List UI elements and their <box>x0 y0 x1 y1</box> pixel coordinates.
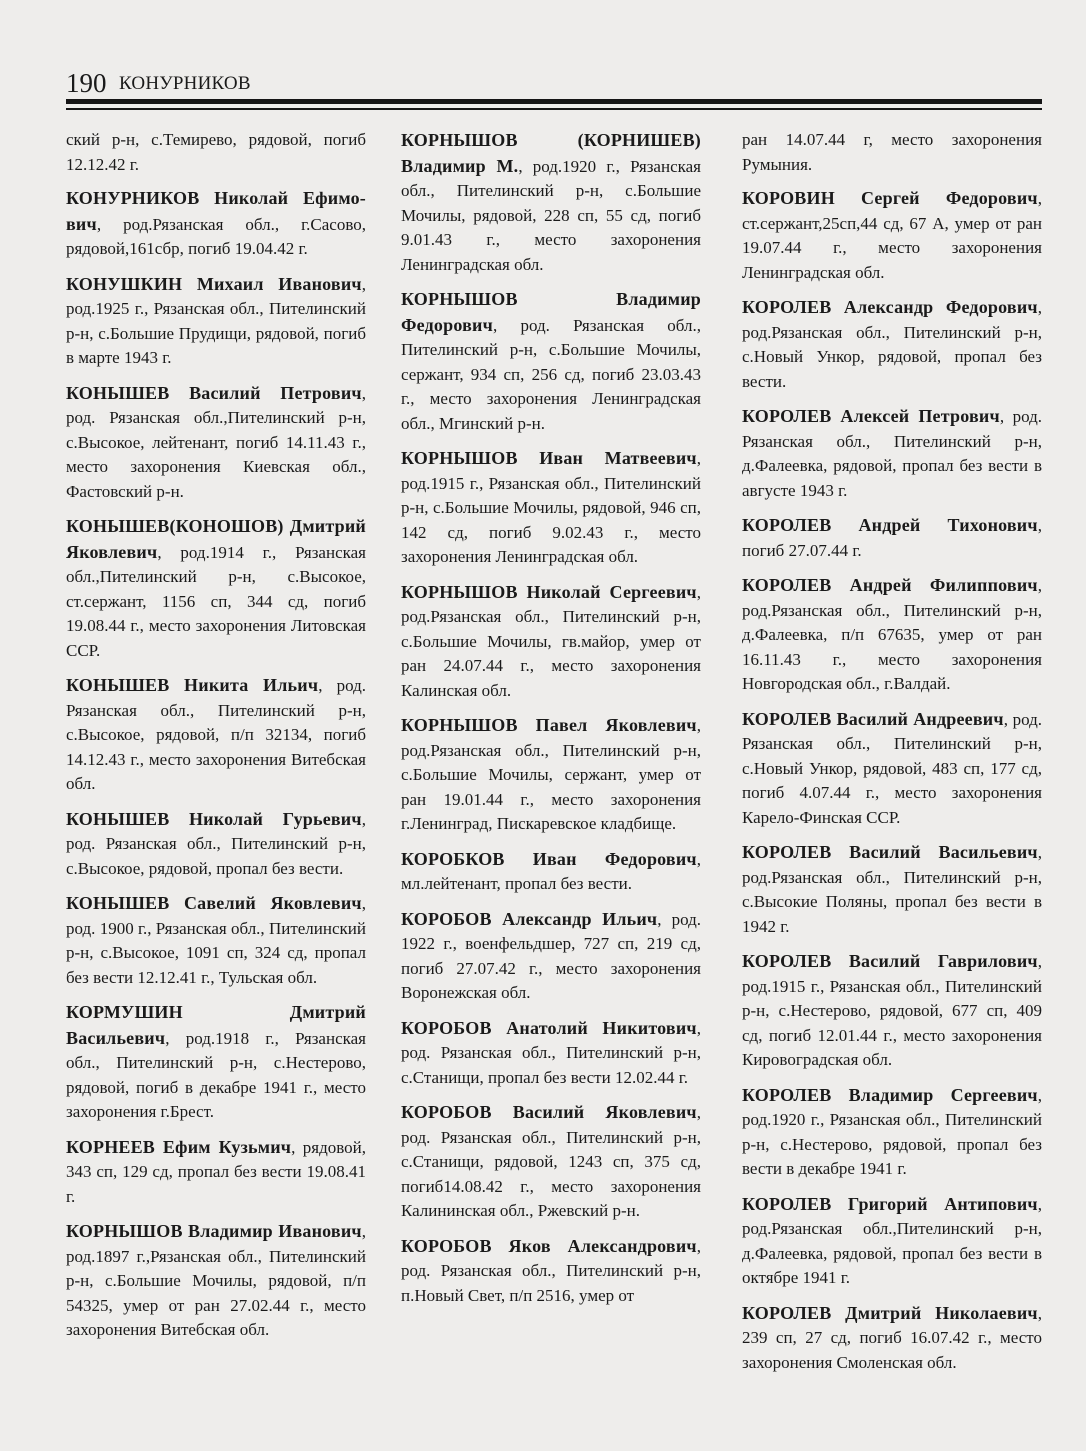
entry-name: КОРОБОВ Анатолий Никитович <box>401 1017 697 1038</box>
list-entry <box>401 847 701 897</box>
entry-text: , род. Рязанская обл., Пителинский р-н, с.Станищи, рядовой, 1243 сп, 375 сд, погиб14.08.42 г., место захоронения Калининская обл., Ржевский р-н. <box>401 1103 701 1220</box>
entry-name: КОРНЫШОВ Иван Матвеевич <box>401 448 697 468</box>
list-entry <box>742 1192 1042 1291</box>
entry-text: , род. Рязанская обл.,Пителинский р-н, с.Высокое, лейтенант, погиб 14.11.43 г., место захоронения Киевская обл., Фастовский р-н. <box>66 383 366 501</box>
entry-name: КОРОЛЕВ Василий Васильевич <box>742 842 1038 862</box>
entry-name: КОРОЛЕВ Василий Андреевич <box>742 708 1004 729</box>
list-entry <box>66 1135 366 1210</box>
entry-text: , род. Рязанская обл., Пителинский р-н, с.Высокое, рядовой, п/п 32134, погиб 14.12.43 г., место захоронения Витебская обл. <box>66 676 366 793</box>
list-entry <box>66 807 366 882</box>
list-entry <box>401 1016 701 1091</box>
column-3 <box>742 128 1042 1385</box>
entry-name: КОРНЫШОВ Владимир Иванович <box>66 1221 362 1241</box>
list-entry <box>401 907 701 1006</box>
entry-name: КОНЫШЕВ Николай Гурьевич <box>66 808 362 829</box>
entry-text: , род.Рязанская обл., г.Сасово, рядовой,161сбр, погиб 19.04.42 г. <box>66 214 366 258</box>
entry-name: КОНЫШЕВ Василий Петрович <box>66 382 362 403</box>
entry-text: ский р-н, с.Темирево, рядовой, погиб 12.12.42 г. <box>66 130 366 174</box>
list-entry <box>742 1083 1042 1182</box>
entry-text: , ст.сержант,25сп,44 сд, 67 А, умер от ран 19.07.44 г., место захоронения Ленинградская обл. <box>742 189 1042 282</box>
list-entry <box>742 186 1042 285</box>
list-entry <box>66 381 366 505</box>
list-entry <box>401 287 701 436</box>
entry-text: , род.Рязанская обл., Пителинский р-н, с.Большие Мочилы, сержант, умер от ран 19.01.44 г., место захоронения г.Ленинград, Пискаревское кладбище. <box>401 716 701 833</box>
entry-name: КОРОЛЕВ Григорий Антипович <box>742 1193 1038 1214</box>
running-head: КОНУРНИКОВ <box>119 73 251 94</box>
entry-text: , род.Рязанская обл.,Пителинский р-н, д.Фалеевка, рядовой, пропал без вести в октябре 1941 г. <box>742 1194 1042 1287</box>
column-1 <box>66 128 366 1353</box>
entry-text: , род. Рязанская обл., Пителинский р-н, с.Станищи, пропал без вести 12.02.44 г. <box>401 1018 701 1087</box>
list-entry <box>401 1234 701 1309</box>
entry-text: , род.1915 г., Рязанская обл., Пителинский р-н, с.Нестерово, рядовой, 677 сп, 409 сд, погиб 12.01.44 г., место захоронения Кировоградская обл. <box>742 952 1042 1069</box>
entry-name: КОРОЛЕВ Василий Гаврилович <box>742 951 1038 971</box>
entry-text: , род. Рязанская обл., Пителинский р-н, д.Фалеевка, рядовой, пропал без вести в августе 1943 г. <box>742 407 1042 500</box>
entry-text: ран 14.07.44 г, место захоронения Румыния. <box>742 130 1042 174</box>
list-entry <box>401 580 701 704</box>
entry-text: , род.1897 г.,Рязанская обл., Пителинский р-н, с.Большие Мочилы, рядовой, п/п 54325, умер от ран 27.02.44 г., место захоронения Витебская обл. <box>66 1222 366 1339</box>
list-entry <box>66 186 366 262</box>
list-entry <box>742 707 1042 831</box>
list-entry <box>742 949 1042 1073</box>
list-entry <box>66 1219 366 1343</box>
header-rule-thick <box>66 99 1042 104</box>
column-2 <box>401 128 701 1318</box>
entry-text: , род.1914 г., Рязанская обл.,Пителинский р-н, с.Высокое, ст.сержант, 1156 сп, 344 сд, погиб 19.08.44 г., место захоронения Литовская ССР. <box>66 542 366 660</box>
entry-text: , род.1920 г., Рязанская обл., Пителинский р-н, с.Нестерово, рядовой, пропал без вести в декабре 1941 г. <box>742 1085 1042 1178</box>
list-entry <box>401 446 701 570</box>
list-entry <box>742 513 1042 563</box>
entry-text: , род. 1922 г., военфельдшер, 727 сп, 219 сд, погиб 27.07.42 г., место захоронения Воронежская обл. <box>401 909 701 1002</box>
entry-name: КОРМУШИН Дмитрий Васильевич <box>66 1002 366 1048</box>
entry-text: , погиб 27.07.44 г. <box>742 516 1042 560</box>
entry-name: КОНУШКИН Михаил Иванович <box>66 273 362 294</box>
list-entry <box>742 295 1042 394</box>
entry-text: , род.1920 г., Рязанская обл., Пителинский р-н, с.Большие Мочилы, рядовой, 228 сп, 55 сд, погиб 9.01.43 г., место захоронения Ленинградская обл. <box>401 156 701 274</box>
entry-name: КОРНЫШОВ Владимир Федорович <box>401 289 701 335</box>
entry-name: КОНЫШЕВ Савелий Яковлевич <box>66 893 362 913</box>
entry-name: КОРОБКОВ Иван Федорович <box>401 848 697 869</box>
list-entry <box>742 1301 1042 1376</box>
entry-text: , рядовой, 343 сп, 129 сд, пропал без вести 19.08.41 г. <box>66 1137 366 1206</box>
entry-name: КОНУРНИКОВ Николай Ефимо-вич <box>66 188 366 234</box>
entry-text: , род. Рязанская обл., Пителинский р-н, с.Высокое, рядовой, пропал без вести. <box>66 809 366 878</box>
entry-name: КОНЫШЕВ(КОНОШОВ) Дмитрий Яковлевич <box>66 516 366 562</box>
entry-text: , род.Рязанская обл., Пителинский р-н, с.Новый Ункор, рядовой, пропал без вести. <box>742 298 1042 391</box>
entry-text: , род.Рязанская обл., Пителинский р-н, д.Фалеевка, п/п 67635, умер от ран 16.11.43 г., место захоронения Новгородская обл., г.Валдай. <box>742 576 1042 693</box>
entry-name: КОНЫШЕВ Никита Ильич <box>66 675 319 695</box>
entry-text: , род.Рязанская обл., Пителинский р-н, с.Высокие Поляны, пропал без вести в 1942 г. <box>742 843 1042 936</box>
entry-text: , род.1918 г., Рязанская обл., Пителинский р-н, с.Нестерово, рядовой, погиб в декабре 1941 г., место захоронения г.Брест. <box>66 1028 366 1121</box>
entry-name: КОРНЫШОВ (КОРНИШЕВ) Владимир М. <box>401 130 701 176</box>
entry-text: , мл.лейтенант, пропал без вести. <box>401 849 701 893</box>
list-entry <box>66 272 366 371</box>
list-entry <box>401 713 701 837</box>
entry-text: , род. Рязанская обл., Пителинский р-н, с.Большие Мочилы, сержант, 934 сп, 256 сд, погиб 23.03.43 г., место захоронения Ленинградская обл., Мгинский р-н. <box>401 315 701 433</box>
entry-text: , род.Рязанская обл., Пителинский р-н, с.Большие Мочилы, гв.майор, умер от ран 24.07.44 г., место захоронения Калинская обл. <box>401 582 701 700</box>
entry-name: КОРОВИН Сергей Федорович <box>742 188 1038 208</box>
page-header <box>66 68 1042 100</box>
entry-name: КОРОЛЕВ Владимир Сергеевич <box>742 1084 1038 1105</box>
list-entry <box>742 404 1042 503</box>
header-rule-thin <box>66 108 1042 110</box>
list-entry-continuation <box>66 128 366 177</box>
entry-name: КОРОБОВ Яков Александрович <box>401 1235 697 1256</box>
entry-text: , род. Рязанская обл., Пителинский р-н, с.Новый Ункор, рядовой, 483 сп, 177 сд, погиб 4.07.44 г., место захоронения Карело-Финская ССР. <box>742 709 1042 827</box>
entry-text: , род. Рязанская обл., Пителинский р-н, п.Новый Свет, п/п 2516, умер от <box>401 1236 701 1305</box>
entry-name: КОРНЕЕВ Ефим Кузьмич <box>66 1136 292 1157</box>
entry-name: КОРОБОВ Василий Яковлевич <box>401 1102 697 1122</box>
list-entry <box>742 840 1042 939</box>
list-entry <box>401 1100 701 1224</box>
entry-name: КОРОЛЕВ Дмитрий Николаевич <box>742 1302 1038 1323</box>
list-entry <box>66 1000 366 1125</box>
entry-text: , род.1925 г., Рязанская обл., Пителинский р-н, с.Большие Прудищи, рядовой, погиб в марте 1943 г. <box>66 274 366 367</box>
entry-name: КОРОБОВ Александр Ильич <box>401 908 658 929</box>
entry-name: КОРОЛЕВ Алексей Петрович <box>742 406 1000 426</box>
list-entry <box>401 128 701 277</box>
entry-name: КОРНЫШОВ Павел Яковлевич <box>401 715 697 735</box>
entry-name: КОРОЛЕВ Александр Федорович <box>742 297 1038 317</box>
page-number: 190 <box>66 68 107 98</box>
entry-name: КОРНЫШОВ Николай Сергеевич <box>401 581 697 602</box>
entry-name: КОРОЛЕВ Андрей Филиппович <box>742 575 1038 595</box>
entry-text: , 239 сп, 27 сд, погиб 16.07.42 г., место захоронения Смоленская обл. <box>742 1303 1042 1372</box>
list-entry-continuation <box>742 128 1042 177</box>
list-entry <box>66 673 366 797</box>
entry-text: , род.1915 г., Рязанская обл., Пителинский р-н, с.Большие Мочилы, рядовой, 946 сп, 142 сд, погиб 9.02.43 г., место захоронения Ленинградская обл. <box>401 449 701 566</box>
list-entry <box>66 891 366 990</box>
entry-text: , род. 1900 г., Рязанская обл., Пителинский р-н, с.Высокое, 1091 сп, 324 сд, пропал без вести 12.12.41 г., Тульская обл. <box>66 894 366 987</box>
list-entry <box>66 514 366 663</box>
list-entry <box>742 573 1042 697</box>
entry-name: КОРОЛЕВ Андрей Тихонович <box>742 515 1038 535</box>
